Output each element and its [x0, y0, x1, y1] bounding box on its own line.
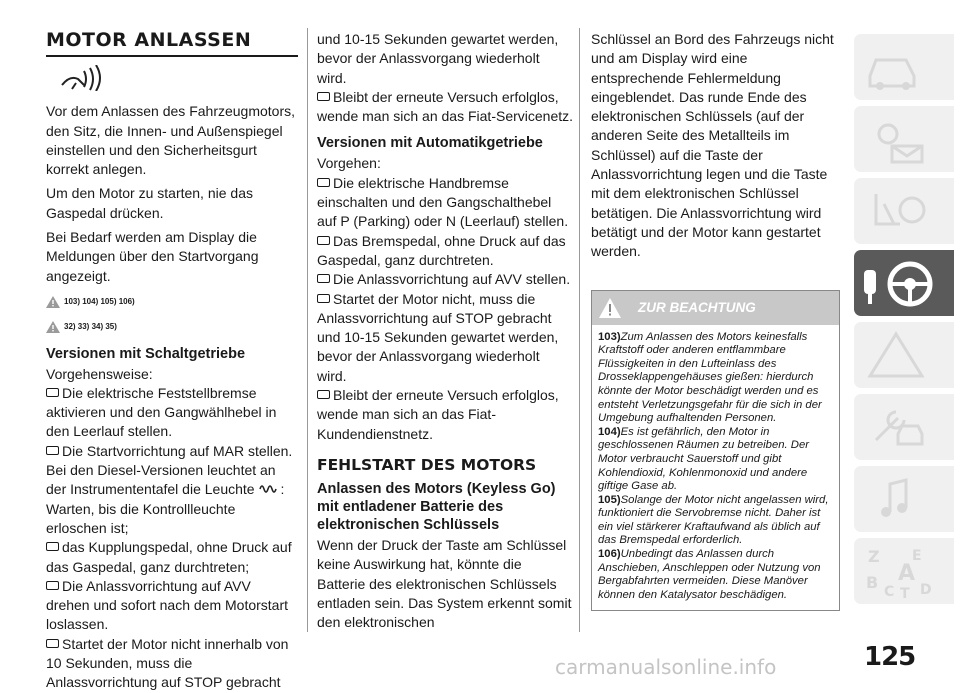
- step-manual-1: Die elektrische Feststellbremse aktivieren und den Gangwählhebel in den Leerlauf stellen.: [46, 384, 277, 440]
- column-divider: [579, 28, 580, 632]
- index-letters-icon: [862, 544, 942, 602]
- keyless-symbol-icon: [60, 65, 298, 96]
- index-letter: B: [866, 573, 879, 592]
- warning-triangle-icon: [862, 328, 932, 382]
- warning-triangle-icon: [598, 297, 622, 319]
- bullet-icon: [46, 542, 59, 551]
- danger-icon: [46, 296, 60, 308]
- danger-refs: [46, 292, 298, 311]
- keyless-text: Wenn der Druck der Taste am Schlüssel keine Auswirkung hat, könnte die Batterie des elektronischen Schlüssels entladen sein. Das System erkennt somit den elektronischen: [317, 536, 572, 631]
- heading-keyless: Anlassen des Motors (Keyless Go) mit entladener Batterie des elektronischen Schlüssels: [317, 480, 556, 533]
- keyless-text-continued: Schlüssel an Bord des Fahrzeugs nicht und am Display wird eine entsprechende Fehlermeldung eingeblendet. Das runde Ende des elektronischen Schlüssels (auf der anderen Seite des Metallteils im Schlüssel) auf die Taste der Anlassvorrichtung legen und die Taste mit dem elektronischen Schlüssel betätigen. Die Anlassvorrichtung wird betätigt und der Motor kann gestartet werden.: [591, 31, 834, 260]
- warning-item: 104)Es ist gefährlich, den Motor in geschlossenen Räumen zu betreiben. Der Motor verbraucht Sauerstoff und gibt Kohlendioxid, Kohlenmonoxid und andere giftige Gase ab.: [598, 425, 810, 493]
- column-2: [317, 30, 573, 632]
- warning-header: [592, 291, 839, 325]
- warning-item: 103)Zum Anlassen des Motors keinesfalls Kraftstoff oder anderen entflammbare Flüssigkeiten in den Lufteinlass des Drosseklappengehäuses gießen: hierdurch könnte der Motor beschädigt werden und es entsteht Verletzungsgefahr für die sich in der Umgebung aufhaltenden Personen.: [598, 330, 822, 425]
- step-manual-5: Startet der Motor nicht innerhalb von 10 Sekunden, muss die Anlassvorrichtung auf STOP gebracht: [46, 635, 289, 691]
- warning-box: [591, 290, 840, 612]
- tab-maintenance[interactable]: [854, 394, 954, 460]
- step-manual-3: das Kupplungspedal, ohne Druck auf das Gaspedal, ganz durchtreten;: [46, 539, 292, 575]
- step-auto-3: Die Anlassvorrichtung auf AVV stellen.: [317, 270, 573, 289]
- tab-multimedia[interactable]: [854, 466, 954, 532]
- tab-index[interactable]: [854, 538, 954, 604]
- index-letter: E: [912, 548, 922, 564]
- bullet-icon: [317, 92, 330, 101]
- display-paragraph: Bei Bedarf werden am Display die Meldungen über den Startvorgang angezeigt.: [46, 229, 259, 284]
- index-letter: Z: [868, 547, 880, 566]
- tab-warning-lights[interactable]: [854, 106, 954, 172]
- page-title: MOTOR ANLASSEN: [46, 29, 252, 51]
- warning-lights-icon: [862, 112, 932, 166]
- bullet-icon: [317, 236, 330, 245]
- bullet-icon: [317, 390, 330, 399]
- watermark: carmanualsonline.info: [555, 655, 777, 679]
- warning-body: [592, 325, 839, 611]
- manual-intro: Vorgehensweise:: [46, 365, 153, 382]
- step-auto-4: Startet der Motor nicht, muss die Anlassvorrichtung auf STOP gebracht und 10-15 Sekunden gewartet werden, bevor der Anlassvorgang wiederholt wird.: [317, 290, 559, 384]
- car-icon: [862, 40, 932, 94]
- column-1: [46, 30, 298, 693]
- key-steering-wheel-icon: [862, 256, 942, 312]
- bullet-icon: [317, 294, 330, 303]
- seat-airbag-icon: [862, 184, 932, 238]
- step-auto-2: Das Bremspedal, ohne Druck auf das Gaspedal, ganz durchtreten.: [317, 232, 566, 268]
- warning-item: 106)Unbedingt das Anlassen durch Anschieben, Anschleppen oder Nutzung von Bergabfahrten vermeiden. Diese Manöver können den Katalysator beschädigen.: [598, 548, 821, 601]
- gas-paragraph: Um den Motor zu starten, nie das Gaspedal drücken.: [46, 185, 253, 221]
- bullet-icon: [46, 446, 59, 455]
- bullet-icon: [317, 274, 330, 283]
- index-letter: T: [900, 586, 910, 602]
- tab-starting-driving[interactable]: [854, 250, 954, 316]
- title-bar: [46, 30, 298, 57]
- tab-safety[interactable]: [854, 178, 954, 244]
- heading-failed-start: FEHLSTART DES MOTORS: [317, 455, 537, 474]
- bullet-icon: [46, 639, 59, 648]
- index-letter: C: [884, 584, 895, 600]
- tab-car[interactable]: [854, 34, 954, 100]
- step-manual-2: Die Startvorrichtung auf MAR stellen. Bei den Diesel-Versionen leuchtet an der Instrumententafel die Leuchte : Warten, bis die Kontrollleuchte erloschen ist;: [46, 442, 293, 536]
- tab-emergency[interactable]: [854, 322, 954, 388]
- intro-paragraph: Vor dem Anlassen des Fahrzeugmotors, den Sitz, die Innen- und Außenspiegel einstellen und den Sicherheitsgurt korrekt anlegen.: [46, 103, 296, 178]
- multimedia-icon: [862, 472, 932, 526]
- column-divider: [307, 28, 308, 632]
- step-auto-5: Bleibt der erneute Versuch erfolglos, wende man sich an das Fiat-Kundendienstnetz.: [317, 387, 559, 442]
- page-number: 125: [864, 642, 916, 672]
- note-icon: [46, 321, 60, 333]
- note-refs-text: 32) 33) 34) 35): [64, 322, 117, 332]
- cont-step: Bleibt der erneute Versuch erfolglos, wende man sich an das Fiat-Servicenetz.: [317, 88, 574, 125]
- bullet-icon: [317, 178, 330, 187]
- wrench-car-icon: [862, 400, 932, 454]
- chapter-tabs: [848, 30, 960, 630]
- step-auto-1: Die elektrische Handbremse einschalten und den Gangschalthebel auf P (Parking) oder N (Leerlauf) stellen.: [317, 174, 569, 230]
- note-refs: [46, 317, 298, 336]
- cont-text: und 10-15 Sekunden gewartet werden, bevor der Anlassvorgang wiederholt wird.: [317, 31, 559, 86]
- heading-auto: Versionen mit Automatikgetriebe: [317, 135, 543, 152]
- danger-refs-text: 103) 104) 105) 106): [64, 296, 135, 306]
- index-letter: D: [920, 582, 932, 598]
- step-manual-4: Die Anlassvorrichtung auf AVV drehen und sofort nach dem Motorstart loslassen.: [46, 577, 289, 633]
- auto-intro: Vorgehen:: [317, 155, 381, 172]
- bullet-icon: [46, 388, 59, 397]
- warning-item: 105)Solange der Motor nicht angelassen wird, funktioniert die Servobremse nicht. Daher ist ein viel stärkerer Kraftaufwand als üblich auf das Bremspedal erforderlich.: [598, 493, 829, 547]
- bullet-icon: [46, 581, 59, 590]
- column-3: [591, 30, 840, 611]
- glow-plug-icon: [258, 483, 280, 495]
- index-letter: A: [898, 561, 916, 586]
- heading-manual: Versionen mit Schaltgetriebe: [46, 345, 246, 362]
- warning-title: ZUR BEACHTUNG: [638, 299, 756, 315]
